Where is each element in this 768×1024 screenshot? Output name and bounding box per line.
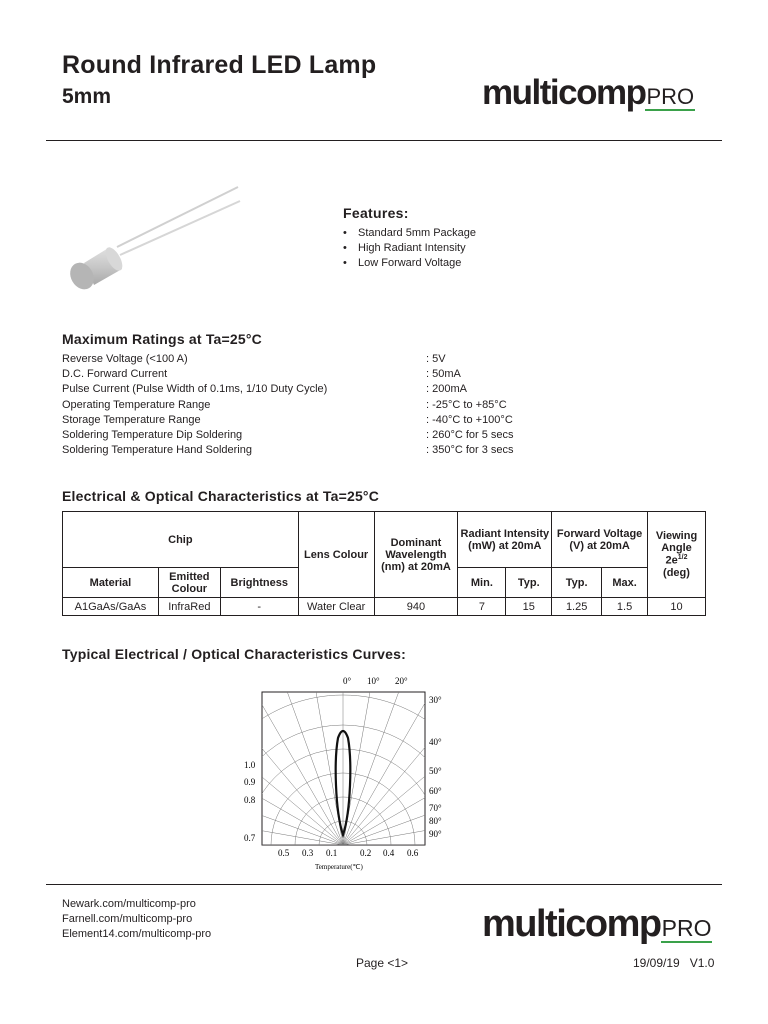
grid-radial-line: [230, 670, 343, 845]
lens-header: Lens Colour: [298, 512, 374, 598]
angle-label: 30°: [429, 695, 442, 705]
tick-label: 0.5: [278, 848, 290, 858]
angle-label: 70°: [429, 803, 442, 813]
led-product-image: [62, 185, 242, 300]
document-subtitle: 5mm: [62, 85, 112, 108]
brand-name: multicomp: [482, 73, 646, 112]
table-row: [63, 512, 706, 568]
table-row: Soldering Temperature Hand Soldering : 350°C for 3 secs: [62, 444, 514, 457]
footer-divider: [46, 884, 722, 885]
electrical-heading: Electrical & Optical Characteristics at Ta=25°C: [62, 488, 380, 504]
grid-radial-line: [343, 670, 432, 845]
footer-link-element14[interactable]: Element14.com/multicomp-pro: [62, 928, 212, 940]
grid-radial-line: [254, 670, 343, 845]
curves-heading: Typical Electrical / Optical Characteristics Curves:: [62, 646, 406, 662]
features-heading: Features:: [343, 205, 409, 221]
list-item: • High Radiant Intensity: [343, 242, 466, 254]
tick-label: 0.4: [383, 848, 395, 858]
angle-label: 80°: [429, 816, 442, 826]
tick-label: 0.1: [326, 848, 338, 858]
grid-radial-line: [343, 715, 460, 845]
table-row: Reverse Voltage (<100 A) : 5V: [62, 353, 446, 366]
page-number: Page <1>: [356, 956, 409, 970]
ratings-heading: Maximum Ratings at Ta=25°C: [62, 331, 262, 347]
table-row: Material Emitted Colour Brightness Min. Typ. Typ. Max.: [63, 568, 706, 598]
grid-radial-line: [230, 670, 343, 845]
intensity-label: 0.8: [244, 795, 256, 805]
chip-header: Chip: [63, 512, 299, 568]
document-title: Round Infrared LED Lamp: [62, 51, 377, 79]
table-row: Operating Temperature Range : -25°C to +85°C: [62, 398, 507, 411]
document-version: V1.0: [689, 956, 715, 970]
document-date: 19/09/19: [633, 956, 680, 970]
tick-label: 0.2: [360, 848, 372, 858]
brand-logo-footer: [482, 903, 712, 946]
brand-suffix: PRO: [661, 915, 712, 941]
table-row: A1GaAs/GaAs InfraRed - Water Clear 940 7 15 1.25 1.5 10: [63, 598, 706, 616]
footer-links: [62, 897, 211, 942]
table-row: Pulse Current (Pulse Width of 0.1ms, 1/10 Duty Cycle) : 200mA: [62, 383, 467, 396]
angle-label: 0°: [343, 676, 352, 686]
radiant-header: Radiant Intensity (mW) at 20mA: [458, 512, 552, 568]
angle-label: 50°: [429, 766, 442, 776]
viewing-header: Viewing Angle $2e^{1/2}$ (deg): [648, 512, 706, 598]
brand-name: multicomp: [482, 903, 661, 945]
intensity-label: 0.9: [244, 777, 256, 787]
grid-radial-line: [343, 678, 460, 845]
intensity-label: 1.0: [244, 760, 256, 770]
forward-header: Forward Voltage (V) at 20mA: [552, 512, 648, 568]
list-item: • Low Forward Voltage: [343, 257, 462, 269]
angle-label: 90°: [429, 829, 442, 839]
features-list: [343, 226, 476, 271]
chart-frame: [262, 692, 425, 845]
date-version: [633, 956, 714, 970]
radiation-pattern-chart: [230, 670, 460, 875]
angle-label: 20°: [395, 676, 408, 686]
x-axis-label: Temperature(℃): [315, 863, 363, 871]
table-row: Storage Temperature Range : -40°C to +100°C: [62, 413, 513, 426]
grid-radial-line: [343, 800, 460, 845]
electrical-table: [62, 511, 706, 616]
table-row: Soldering Temperature Dip Soldering : 260°C for 5 secs: [62, 429, 514, 442]
angle-label: 60°: [429, 786, 442, 796]
angle-label: 40°: [429, 737, 442, 747]
footer-link-farnell[interactable]: Farnell.com/multicomp-pro: [62, 913, 193, 925]
brand-suffix: PRO: [646, 84, 695, 109]
table-row: D.C. Forward Current : 50mA: [62, 368, 461, 381]
dominant-header: Dominant Wavelength (nm) at 20mA: [374, 512, 458, 598]
tick-label: 0.6: [407, 848, 419, 858]
angle-label: 10°: [367, 676, 380, 686]
list-item: • Standard 5mm Package: [343, 227, 477, 239]
ratings-table: [62, 352, 514, 458]
tick-label: 0.3: [302, 848, 314, 858]
header-divider: [46, 140, 722, 141]
brand-logo: [482, 73, 695, 113]
footer-link-newark[interactable]: Newark.com/multicomp-pro: [62, 898, 196, 910]
intensity-label: 0.7: [244, 833, 256, 843]
